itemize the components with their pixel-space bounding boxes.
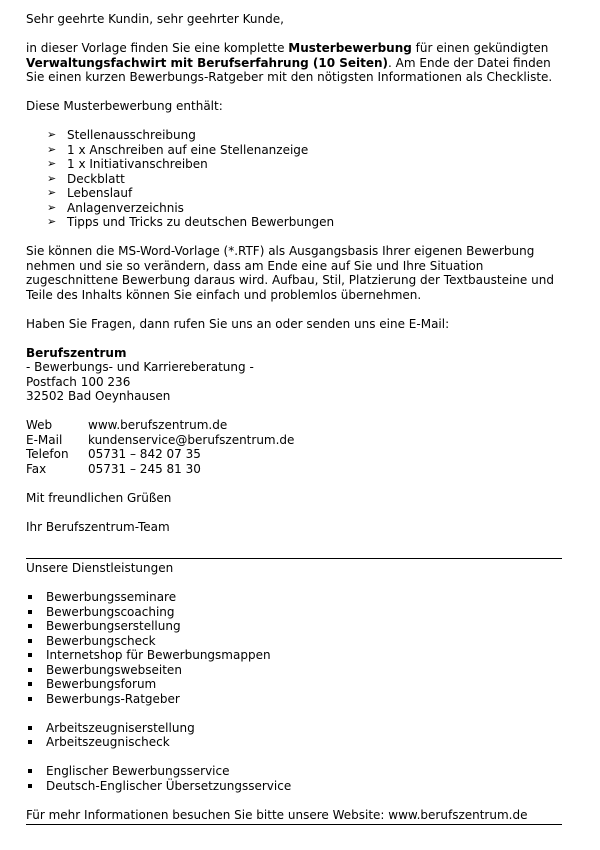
footer-text: Für mehr Informationen besuchen Sie bitte unsere Website: www.berufszentrum.de [26, 807, 528, 822]
list-item [26, 143, 566, 158]
list-item-text: Deckblatt [67, 171, 125, 186]
list-item-text: Bewerbungserstellung [46, 619, 181, 633]
contact-label: E-Mail [26, 432, 63, 447]
contact-row [26, 462, 566, 477]
intro-bold-1: Musterbewerbung [288, 41, 412, 55]
list-item-text: Arbeitszeugniserstellung [46, 720, 195, 735]
intro-text-3: . Am Ende der Datei finden Sie einen kurzen Bewerbungs-Ratgeber mit den nötigsten Informationen als Checkliste. [26, 55, 553, 84]
company-name: Berufszentrum [26, 345, 127, 360]
questions-text: Haben Sie Fragen, dann rufen Sie uns an oder senden uns eine E-Mail: [26, 316, 450, 331]
services-list-3 [26, 764, 566, 793]
list-item [26, 186, 566, 201]
list-item-text: Bewerbungsseminare [46, 590, 177, 604]
contact-label: Fax [26, 461, 47, 476]
services-heading: Unsere Dienstleistungen [26, 561, 174, 575]
list-item-text: Arbeitszeugnischeck [46, 735, 170, 749]
list-item-text: Stellenausschreibung [67, 128, 196, 142]
list-item-text: Deutsch-Englischer Übersetzungsservice [46, 778, 292, 793]
square-bullet-icon [28, 682, 32, 686]
square-bullet-icon [28, 726, 32, 730]
square-bullet-icon [28, 697, 32, 701]
square-bullet-icon [28, 595, 32, 599]
list-item [26, 157, 566, 172]
list-item-text: Tipps und Tricks zu deutschen Bewerbungen [67, 215, 335, 229]
list-item [26, 634, 566, 649]
closing: Mit freundlichen Grüßen [26, 490, 172, 505]
contact-row [26, 447, 566, 462]
list-item-text: Bewerbungs-Ratgeber [46, 691, 180, 706]
square-bullet-icon [28, 668, 32, 672]
list-item [26, 215, 566, 230]
signature: Ihr Berufszentrum-Team [26, 519, 170, 534]
square-bullet-icon [28, 769, 32, 773]
address-street: Postfach 100 236 [26, 374, 131, 389]
list-item [26, 128, 566, 143]
square-bullet-icon [28, 740, 32, 744]
list-item-text: Englischer Bewerbungsservice [46, 764, 230, 778]
list-item [26, 692, 566, 707]
square-bullet-icon [28, 653, 32, 657]
contact-row [26, 433, 566, 448]
document-page [26, 12, 566, 825]
list-item [26, 619, 566, 634]
arrow-bullet-icon: ➢ [47, 215, 57, 228]
contact-value: 05731 – 842 07 35 [88, 447, 201, 461]
intro-text-1: in dieser Vorlage finden Sie eine komplette [26, 41, 289, 55]
arrow-bullet-icon: ➢ [47, 200, 57, 214]
list-item [26, 663, 566, 678]
services-list-2 [26, 721, 566, 750]
greeting: Sehr geehrte Kundin, sehr geehrter Kunde, [26, 12, 284, 26]
contact-value: www.berufszentrum.de [88, 418, 228, 432]
list-item-text: 1 x Anschreiben auf eine Stellenanzeige [67, 142, 309, 157]
square-bullet-icon [28, 610, 32, 614]
list-item [26, 605, 566, 620]
arrow-bullet-icon: ➢ [47, 142, 57, 156]
list-item [26, 735, 566, 750]
contact-row [26, 418, 566, 433]
list-item [26, 677, 566, 692]
list-item-text: Lebenslauf [67, 186, 133, 200]
divider-bottom [26, 824, 562, 825]
arrow-bullet-icon: ➢ [47, 128, 57, 141]
intro-text-2: für einen gekündigten [411, 41, 549, 55]
list-item-text: Bewerbungsforum [46, 677, 157, 691]
list-item [26, 590, 566, 605]
intro-paragraph [26, 41, 566, 85]
list-item [26, 779, 566, 794]
usage-paragraph: Sie können die MS-Word-Vorlage (*.RTF) als Ausgangsbasis Ihrer eigenen Bewerbung nehmen und sie so verändern, dass am Ende eine auf Sie und Ihre Situation zugeschnittene Bewerbung daraus wird. Aufbau, Stil, Platzierung der Textbausteine und Teile des Inhalts können Sie einfach und problemlos übernehmen. [26, 244, 554, 302]
contact-value: kundenservice@berufszentrum.de [88, 432, 295, 447]
intro-bold-2: Verwaltungsfachwirt mit Berufserfahrung (10 Seiten) [26, 55, 389, 70]
list-item-text: 1 x Initiativanschreiben [67, 157, 208, 171]
contact-value: 05731 – 245 81 30 [88, 461, 201, 476]
list-item [26, 721, 566, 736]
square-bullet-icon [28, 784, 32, 788]
list-item [26, 172, 566, 187]
services-list-1 [26, 590, 566, 706]
square-bullet-icon [28, 639, 32, 643]
list-item-text: Internetshop für Bewerbungsmappen [46, 648, 271, 662]
divider-top [26, 558, 562, 559]
contents-list [26, 128, 566, 230]
list-item [26, 201, 566, 216]
arrow-bullet-icon: ➢ [47, 171, 57, 185]
contents-heading: Diese Musterbewerbung enthält: [26, 99, 223, 113]
list-item-text: Anlagenverzeichnis [67, 200, 184, 215]
address-subtitle: - Bewerbungs- und Karriereberatung - [26, 360, 254, 374]
list-item-text: Bewerbungscoaching [46, 604, 175, 619]
list-item [26, 648, 566, 663]
list-item-text: Bewerbungscheck [46, 633, 156, 648]
arrow-bullet-icon: ➢ [47, 157, 57, 170]
address-name [26, 346, 566, 361]
contact-block [26, 418, 566, 476]
contact-label: Telefon [26, 447, 69, 461]
address-city: 32502 Bad Oeynhausen [26, 389, 171, 403]
list-item [26, 764, 566, 779]
square-bullet-icon [28, 624, 32, 628]
list-item-text: Bewerbungswebseiten [46, 662, 182, 677]
arrow-bullet-icon: ➢ [47, 186, 57, 199]
contact-label: Web [26, 418, 53, 432]
